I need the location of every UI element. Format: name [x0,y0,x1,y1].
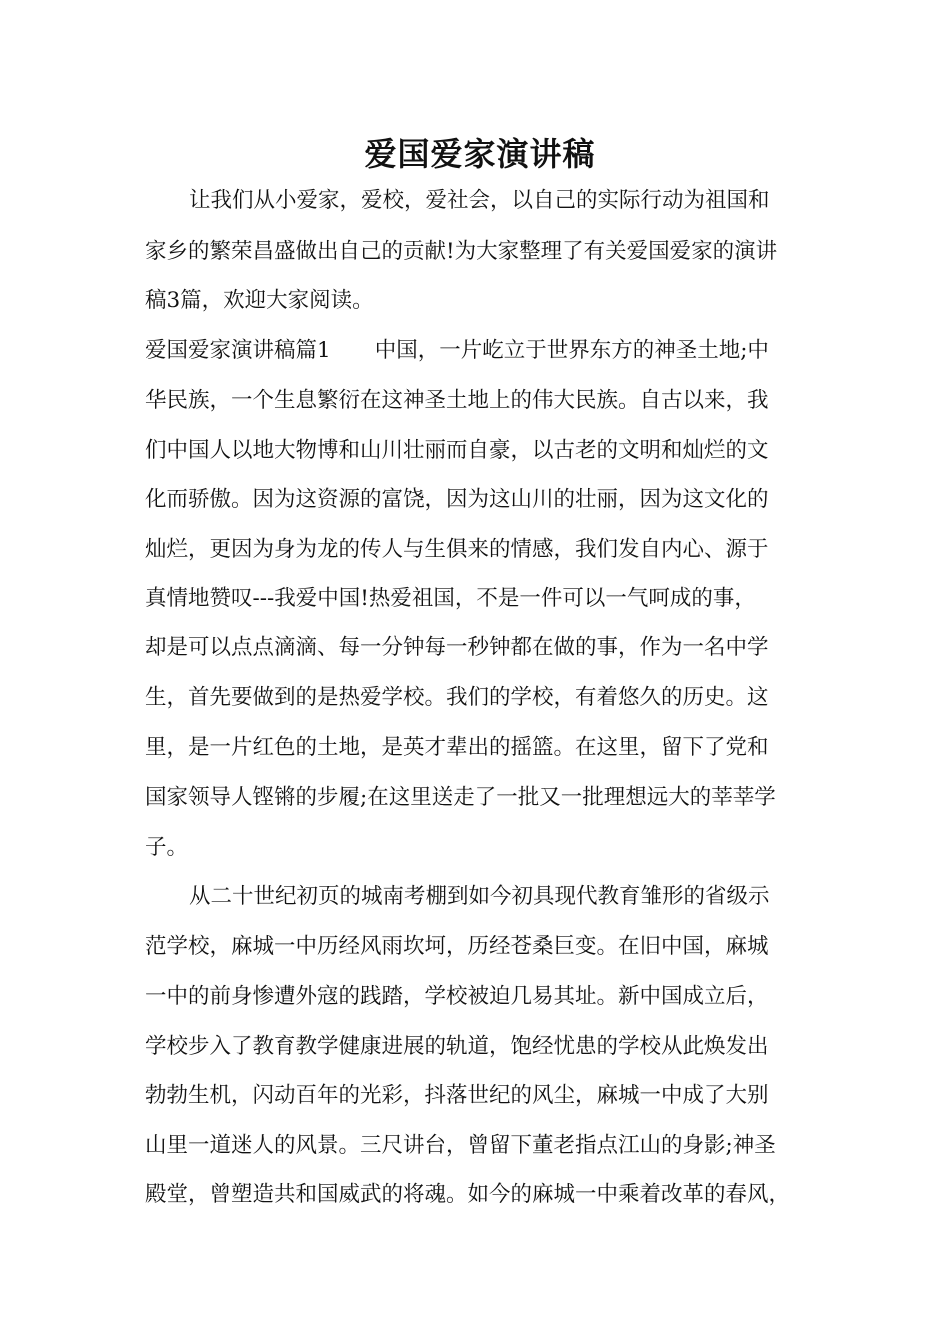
section-line-6: 却是可以点点滴滴、每一分钟每一秒钟都在做的事，作为一名中学 [145,635,769,660]
section-line-2: 们中国人以地大物博和山川壮丽而自豪，以古老的文明和灿烂的文 [145,438,769,463]
intro-line-2: 家乡的繁荣昌盛做出自己的贡献!为大家整理了有关爱国爱家的演讲 [145,239,778,264]
paragraph3-line-3: 一中的前身惨遭外寇的践踏，学校被迫几易其址。新中国成立后， [145,984,769,1009]
paragraph3-line-4: 学校步入了教育教学健康进展的轨道，饱经忧患的学校从此焕发出 [145,1034,769,1059]
paragraph3-line-1: 从二十世纪初页的城南考棚到如今初具现代教育雏形的省级示 [189,884,770,909]
paragraph3-line-2: 范学校，麻城一中历经风雨坎坷，历经苍桑巨变。在旧中国，麻城 [145,934,769,959]
intro-line-3: 稿3篇，欢迎大家阅读。 [145,288,374,313]
section-line-4: 灿烂，更因为身为龙的传人与生俱来的情感，我们发自内心、源于 [145,537,769,562]
section-line-9: 国家领导人铿锵的步履;在这里送走了一批又一批理想远大的莘莘学 [145,785,776,810]
section-heading: 爱国爱家演讲稿篇1 [145,338,331,363]
section-line-5: 真情地赞叹---我爱中国!热爱祖国，不是一件可以一气呵成的事， [145,586,756,611]
section-line-8: 里，是一片红色的土地，是英才辈出的摇篮。在这里，留下了党和 [145,735,769,760]
section-first-line [145,336,769,366]
section-line-10: 子。 [145,835,189,860]
section-line-3: 化而骄傲。因为这资源的富饶，因为这山川的壮丽，因为这文化的 [145,487,769,512]
paragraph3-line-7: 殿堂，曾塑造共和国威武的将魂。如今的麻城一中乘着改革的春风， [145,1182,791,1207]
section-line-7: 生，首先要做到的是热爱学校。我们的学校，有着悠久的历史。这 [145,685,769,710]
paragraph3-line-6: 山里一道迷人的风景。三尺讲台，曾留下董老指点江山的身影;神圣 [145,1133,776,1158]
paragraph3-line-5: 勃勃生机，闪动百年的光彩，抖落世纪的风尘，麻城一中成了大别 [145,1083,769,1108]
intro-line-1: 让我们从小爱家，爱校，爱社会，以自己的实际行动为祖国和 [189,188,770,213]
section-first-line-text: 中国，一片屹立于世界东方的神圣土地;中 [374,338,769,363]
section-line-1: 华民族，一个生息繁衍在这神圣土地上的伟大民族。自古以来，我 [145,388,769,413]
document-title: 爱国爱家演讲稿 [364,135,596,173]
